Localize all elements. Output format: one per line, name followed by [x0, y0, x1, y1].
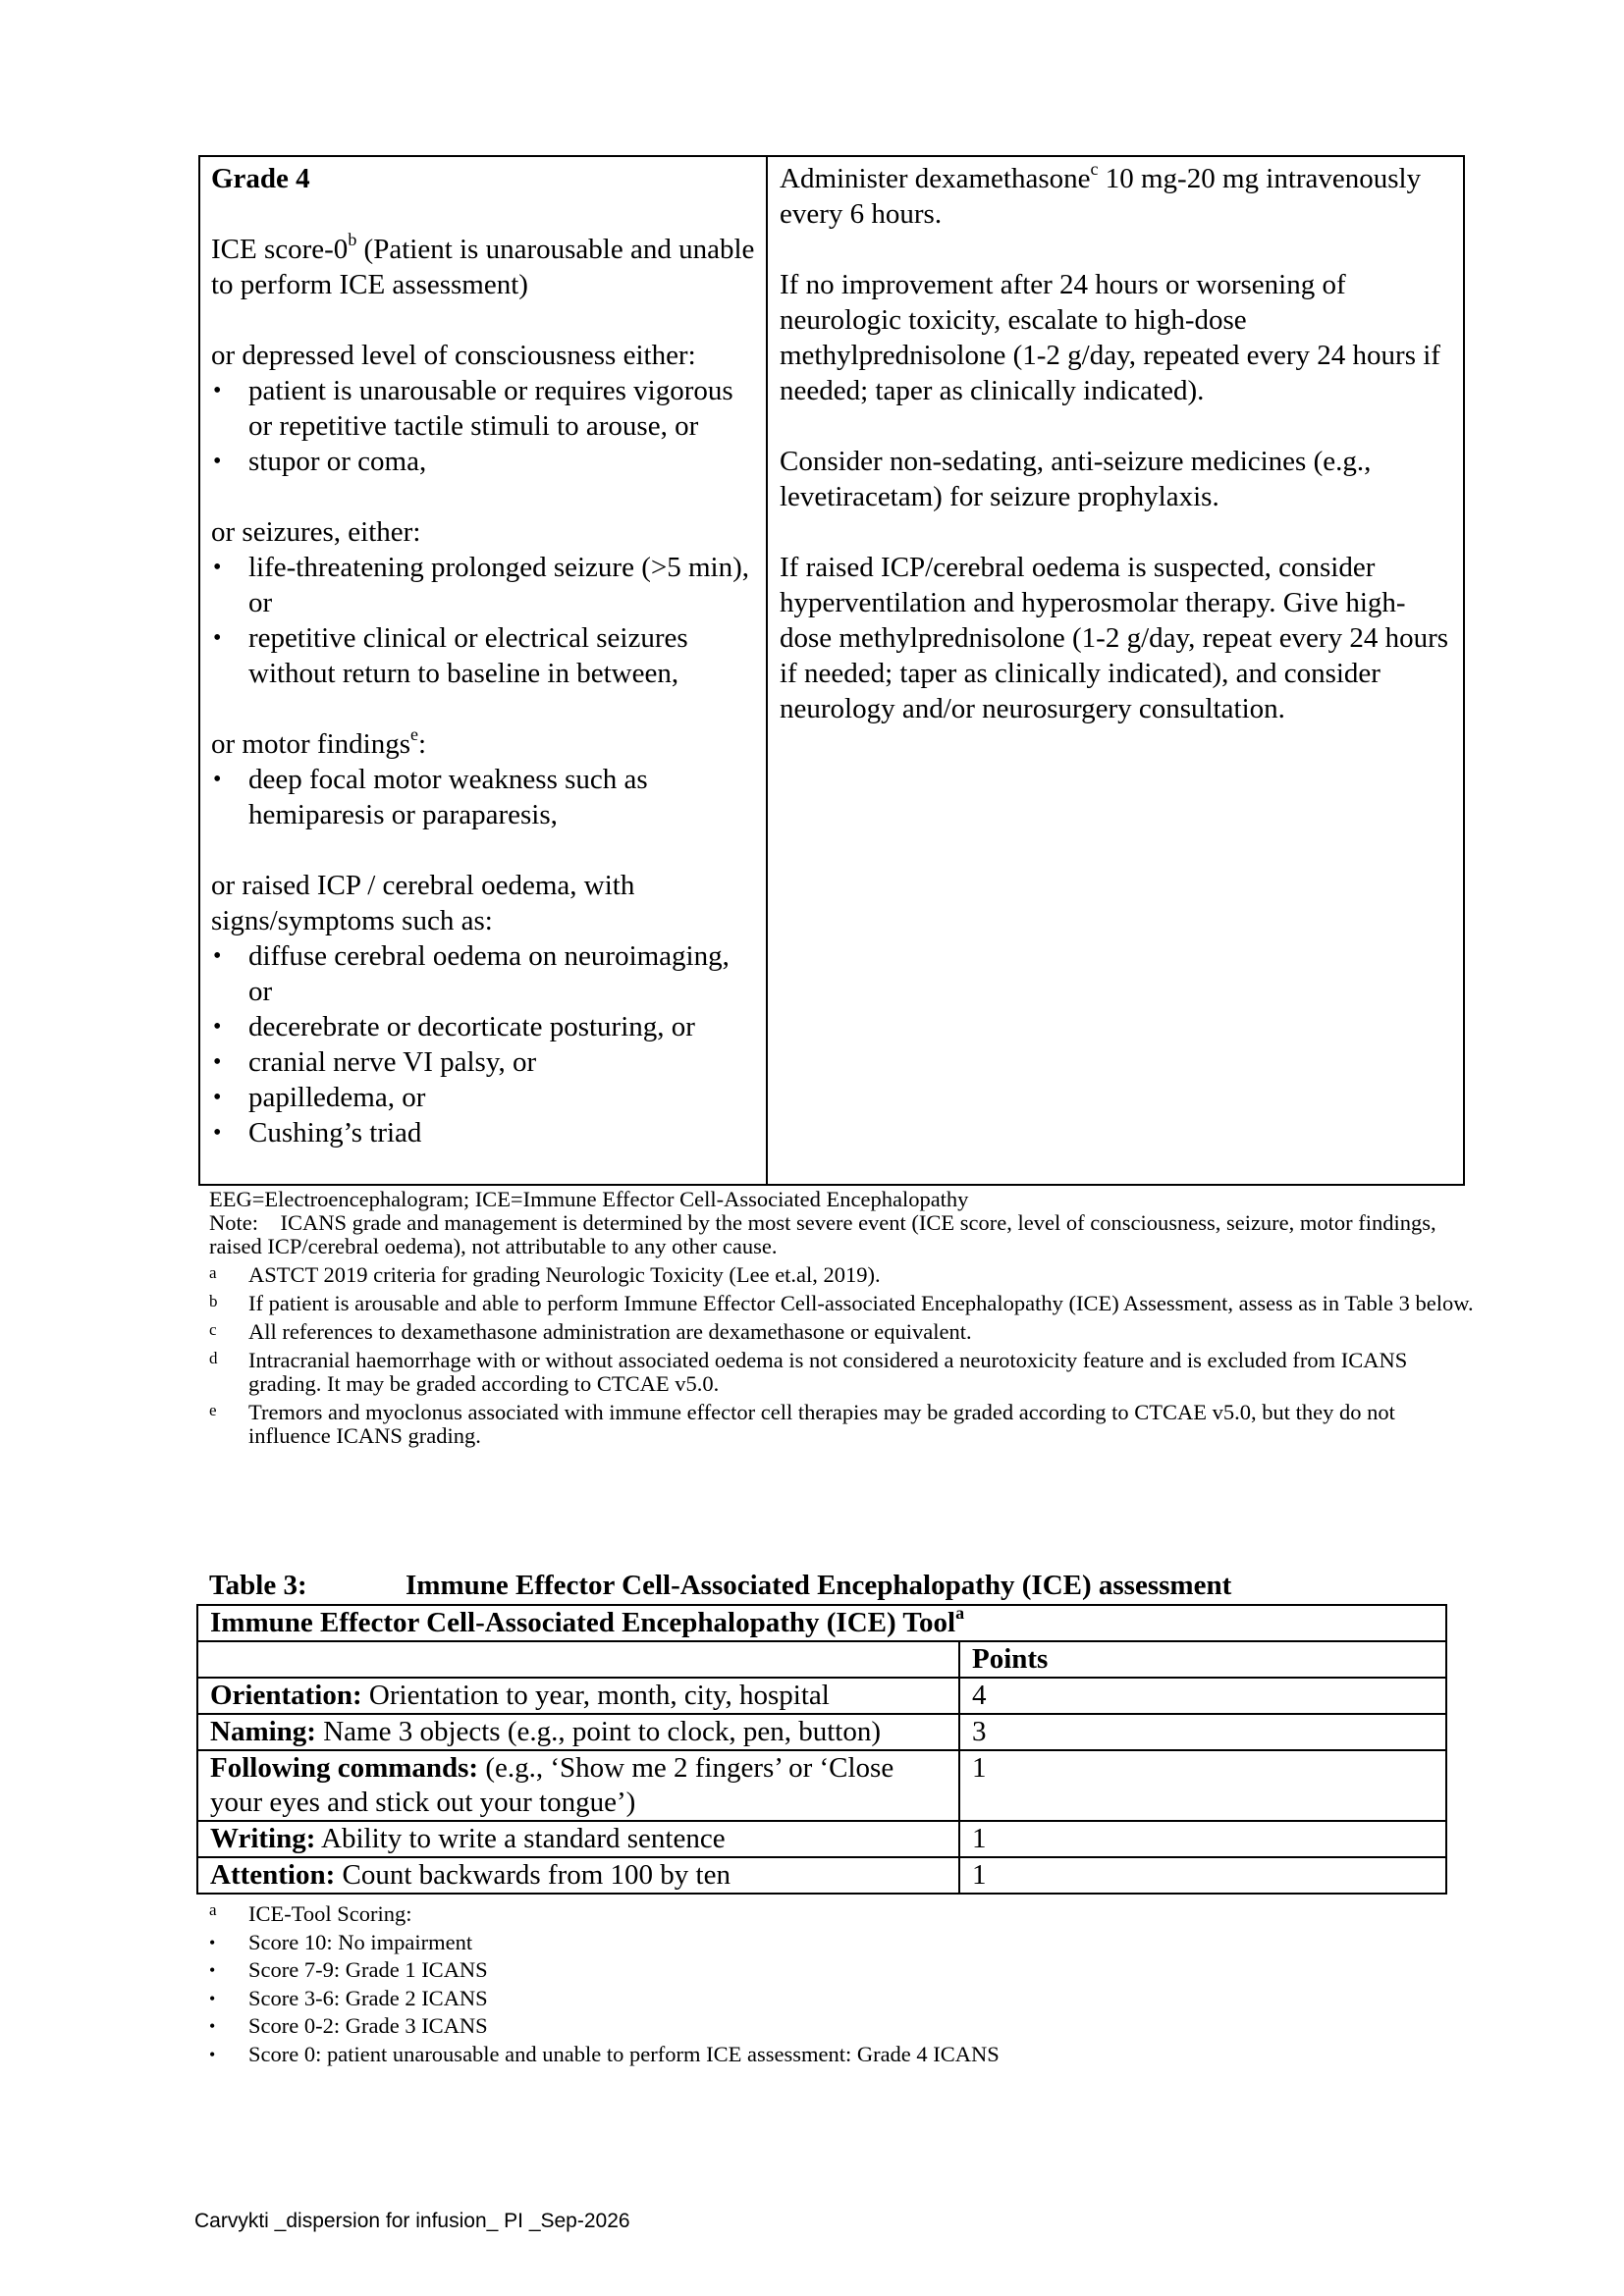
- abbreviations: EEG=Electroencephalogram; ICE=Immune Effector Cell-Associated Encephalopathy: [209, 1187, 969, 1211]
- points-value: 4: [959, 1678, 1446, 1714]
- footnote: a ICE-Tool Scoring:: [209, 1900, 412, 1926]
- page-footer: Carvykti _dispersion for infusion_ PI _Sep-2026: [194, 2210, 630, 2232]
- table-row: Writing: Ability to write a standard sentence 1: [197, 1821, 1446, 1857]
- management-seizure-prophylaxis: Consider non-sedating, anti-seizure medicines (e.g., levetiracetam) for seizure prophylaxis.: [780, 446, 1372, 512]
- list-item: • Score 0-2: Grade 3 ICANS: [209, 2012, 1000, 2041]
- list-item: • Cushing’s triad: [211, 1115, 756, 1150]
- icp-intro: or raised ICP / cerebral oedema, with signs/symptoms such as:: [211, 870, 635, 936]
- scoring-list: [209, 1929, 1000, 2069]
- ice-tool-header: Immune Effector Cell-Associated Encephalopathy (ICE) Tool$^a$: [197, 1605, 1446, 1641]
- points-header: Points: [959, 1641, 1446, 1678]
- points-value: 1: [959, 1857, 1446, 1894]
- management-icp: If raised ICP/cerebral oedema is suspected, consider hyperventilation and hyperosmolar therapy. Give high-dose methylprednisolone (1-2 g/day, repeat every 24 hours if needed; taper as clinically indicated), and consider neurology and/or neurosurgery consultation.: [780, 552, 1449, 724]
- table-notes: [209, 1188, 1476, 1448]
- footnote: a ASTCT 2019 criteria for grading Neurologic Toxicity (Lee et.al, 2019).: [209, 1262, 881, 1287]
- list-item: • patient is unarousable or requires vigorous or repetitive tactile stimuli to arouse, or: [211, 373, 756, 444]
- table-row: Attention: Count backwards from 100 by ten 1: [197, 1857, 1446, 1894]
- list-item: • life-threatening prolonged seizure (>5 min), or: [211, 550, 756, 620]
- consciousness-intro: or depressed level of consciousness either:: [211, 340, 696, 371]
- table-row: [197, 1605, 1446, 1641]
- points-value: 1: [959, 1750, 1446, 1821]
- list-item: • Score 7-9: Grade 1 ICANS: [209, 1956, 1000, 1985]
- list-item: • diffuse cerebral oedema on neuroimaging, or: [211, 938, 756, 1009]
- list-item: • decerebrate or decorticate posturing, or: [211, 1009, 756, 1044]
- points-value: 3: [959, 1714, 1446, 1750]
- footnote: b If patient is arousable and able to perform Immune Effector Cell-associated Encephalopathy (ICE) Assessment, assess as in Table 3 below.: [209, 1291, 1474, 1315]
- grade4-criteria-cell: [200, 157, 768, 1184]
- grade4-heading: Grade 4: [211, 163, 310, 194]
- footnote: e Tremors and myoclonus associated with immune effector cell therapies may be graded according to CTCAE v5.0, but they do not influence ICANS grading.: [209, 1400, 1395, 1448]
- seizures-list: [211, 550, 756, 691]
- note-text: Note: ICANS grade and management is determined by the most severe event (ICE score, level of consciousness, seizure, motor findings, raised ICP/cerebral oedema), not attributable to any other cause.: [209, 1210, 1442, 1258]
- list-item: • deep focal motor weakness such as hemiparesis or paraparesis,: [211, 762, 756, 832]
- table-row: [197, 1641, 1446, 1678]
- list-item: • cranial nerve VI palsy, or: [211, 1044, 756, 1080]
- table-row: Orientation: Orientation to year, month, city, hospital 4: [197, 1678, 1446, 1714]
- grade4-table: [198, 155, 1465, 1186]
- management-dexamethasone: Administer dexamethasone$^c$ 10 mg-20 mg intravenously every 6 hours.: [780, 159, 1422, 230]
- ice-tool-table: [196, 1604, 1447, 1895]
- ice-score-criterion: ICE score-0$^b$ (Patient is unarousable and unable to perform ICE assessment): [211, 230, 755, 300]
- list-item: • Score 3-6: Grade 2 ICANS: [209, 1985, 1000, 2013]
- motor-intro: or motor findings$^e$:: [211, 724, 427, 760]
- icp-list: [211, 938, 756, 1150]
- management-escalation: If no improvement after 24 hours or worsening of neurologic toxicity, escalate to high-dose methylprednisolone (1-2 g/day, repeated every 24 hours if needed; taper as clinically indicated).: [780, 269, 1440, 406]
- list-item: • stupor or coma,: [211, 444, 756, 479]
- ice-scoring-notes: [209, 1900, 1000, 2068]
- consciousness-list: [211, 373, 756, 479]
- list-item: • papilledema, or: [211, 1080, 756, 1115]
- points-value: 1: [959, 1821, 1446, 1857]
- footnote: d Intracranial haemorrhage with or without associated oedema is not considered a neurotoxicity feature and is excluded from ICANS grading. It may be graded according to CTCAE v5.0.: [209, 1348, 1408, 1396]
- table-row: Following commands: (e.g., ‘Show me 2 fingers’ or ‘Close your eyes and stick out your tongue’) 1: [197, 1750, 1446, 1821]
- table-row: Naming: Name 3 objects (e.g., point to clock, pen, button) 3: [197, 1714, 1446, 1750]
- list-item: • Score 0: patient unarousable and unable to perform ICE assessment: Grade 4 ICANS: [209, 2041, 1000, 2069]
- list-item: • repetitive clinical or electrical seizures without return to baseline in between,: [211, 620, 756, 691]
- motor-list: [211, 762, 756, 832]
- seizures-intro: or seizures, either:: [211, 516, 421, 548]
- grade4-management-cell: [768, 157, 1463, 1184]
- list-item: • Score 10: No impairment: [209, 1929, 1000, 1957]
- footnote: c All references to dexamethasone administration are dexamethasone or equivalent.: [209, 1319, 972, 1344]
- table3-title: Table 3: Immune Effector Cell-Associated Encephalopathy (ICE) assessment: [209, 1570, 1232, 1601]
